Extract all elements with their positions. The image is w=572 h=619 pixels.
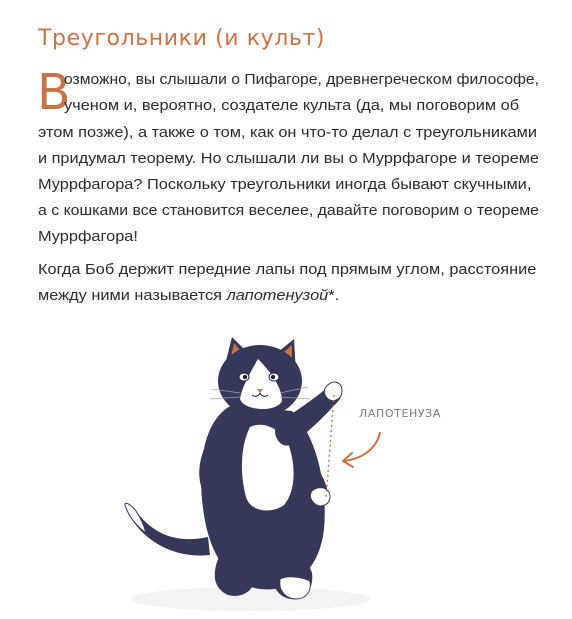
cat-tail-tip — [125, 503, 146, 533]
cat-illustration — [100, 315, 520, 615]
hypotenuse-label: ЛАПОТЕНУЗА — [359, 407, 441, 420]
paragraph-line — [38, 288, 339, 305]
cat-tail — [125, 504, 210, 556]
arrow-icon — [344, 433, 380, 461]
text-run: *. — [328, 288, 340, 304]
paragraph-line: Муррфагора! — [38, 229, 138, 245]
term-lapotenuza: лапотенузой — [226, 288, 329, 304]
paragraph-line: ученом и, вероятно, создателе культа (да, мы поговорим об — [64, 98, 520, 114]
ground-shadow — [130, 587, 370, 611]
page-title: Треугольники (и культ) — [38, 26, 326, 51]
paragraph-line: а с кошками все становится веселее, давайте поговорим о теореме — [38, 203, 539, 219]
cat-right-pupil — [271, 375, 275, 379]
paragraph-line: Муррфагора? Поскольку треугольники иногда бывают скучными, — [38, 177, 532, 193]
paragraph-line: озможно, вы слышали о Пифагоре, древнегреческом философе, — [64, 72, 539, 88]
paragraph-line: Когда Боб держит передние лапы под прямым углом, расстояние — [38, 262, 537, 278]
text-run: между ними называется — [38, 288, 227, 304]
cat-left-pupil — [243, 375, 247, 379]
paragraph-line: этом позже), а также о том, как он что-то делал с треугольниками — [38, 125, 537, 141]
cat-raised-paw — [324, 382, 342, 401]
drop-cap: В — [37, 64, 71, 121]
paragraph-line: и придумал теорему. Но слышали ли вы о Муррфагоре и теореме — [38, 151, 539, 167]
